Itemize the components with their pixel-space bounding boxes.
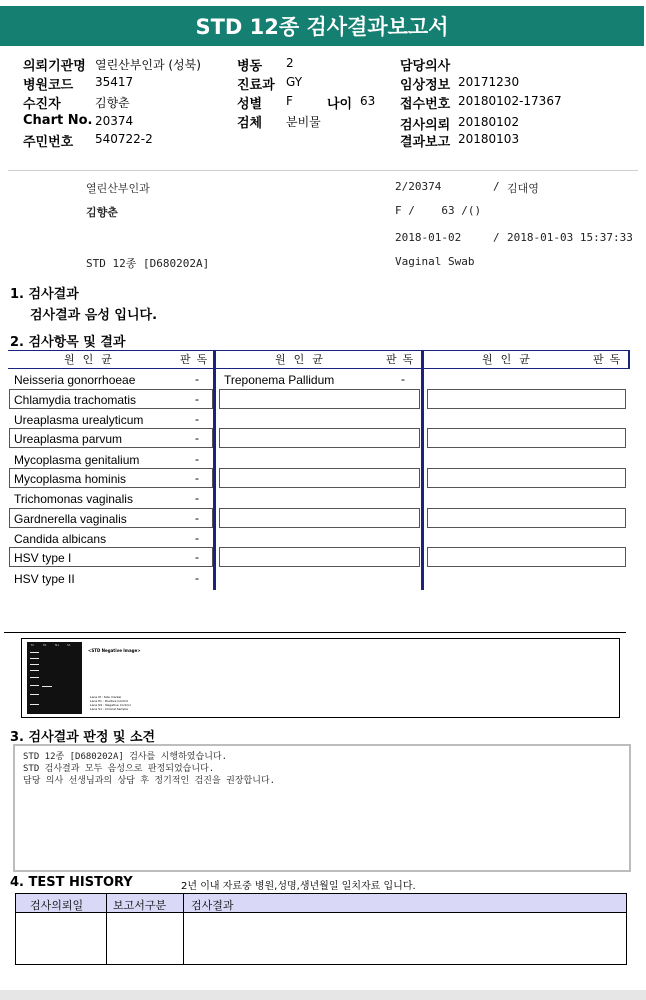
header-label: 임상정보 (400, 78, 451, 93)
organism-name: Treponema Pallidum (224, 373, 335, 387)
organism-result: - (195, 431, 199, 445)
history-header-result: 검사결과 (191, 899, 234, 912)
header-value: 2 (286, 56, 294, 70)
page-bottom-bar (0, 990, 646, 1000)
header-value: 김향춘 (95, 96, 130, 110)
result-row-box (219, 547, 420, 567)
gel-legend (90, 695, 131, 711)
history-table (15, 893, 627, 965)
header-value-age: 63 (360, 94, 376, 108)
header-value: F (286, 94, 293, 108)
header-label-age: 나이 (327, 97, 353, 112)
organism-result: - (195, 550, 199, 564)
organism-result: - (195, 571, 199, 585)
organism-result: - (195, 491, 199, 505)
gel-lane-label: S1 (67, 643, 71, 647)
organism-result: - (195, 511, 199, 525)
result-row-box (427, 389, 626, 409)
col-header-organism: 원인균 (275, 353, 331, 366)
gel-legend-item: Lane N1 : Negative Control (90, 703, 131, 707)
header-label: 검체 (237, 116, 263, 131)
history-header-date: 검사의뢰일 (30, 899, 84, 912)
info-date-reported: 2018-01-03 15:37:33 (507, 231, 633, 244)
history-col-divider (106, 894, 107, 964)
info-sex-age: F / 63 /() (395, 204, 482, 217)
organism-name: HSV type I (14, 551, 72, 565)
result-row-box (219, 428, 420, 448)
gel-image (27, 642, 82, 714)
header-label: 담당의사 (400, 59, 451, 74)
organism-name: Gardnerella vaginalis (14, 512, 127, 526)
gel-divider (4, 632, 626, 633)
header-value: 35417 (95, 75, 134, 89)
header-label: 결과보고 (400, 135, 451, 150)
header-label: 수진자 (23, 97, 61, 112)
header-label: Chart No. (23, 113, 93, 128)
header-divider (8, 170, 638, 171)
col-header-organism: 원인균 (64, 353, 120, 366)
opinion-box (13, 744, 631, 872)
result-row-box (427, 428, 626, 448)
opinion-line: STD 12종 [D680202A] 검사를 시행하였습니다. (23, 752, 228, 762)
result-row-box (427, 468, 626, 488)
section1-title: 1. 검사결과 (10, 287, 79, 302)
organism-result: - (195, 392, 199, 406)
column-divider (628, 350, 630, 368)
info-test-code: STD 12종 [D680202A] (86, 257, 210, 270)
section4-title: 4. TEST HISTORY (10, 875, 133, 890)
header-value: 540722-2 (95, 132, 153, 146)
header-label: 진료과 (237, 78, 275, 93)
header-value: 20171230 (458, 75, 520, 89)
opinion-line: 담당 의사 선생님과의 상담 후 정기적인 검진을 권장합니다. (23, 776, 276, 786)
gel-legend-item: Lane M : Size marker (90, 695, 122, 699)
header-value: 열린산부인과 (성북) (95, 58, 201, 72)
organism-name: Chlamydia trachomatis (14, 393, 137, 407)
col-header-result: 판독 (593, 353, 627, 366)
header-value: 분비물 (286, 115, 321, 129)
gel-bands (27, 642, 82, 714)
organism-name: HSV type II (14, 572, 75, 586)
col-header-result: 판독 (180, 353, 214, 366)
result-row-box (219, 468, 420, 488)
organism-result: - (195, 412, 199, 426)
info-doctor: 김대영 (507, 182, 539, 195)
history-header-row (16, 894, 626, 913)
organism-name: Ureaplasma urealyticum (14, 413, 144, 427)
header-value: 20374 (95, 114, 134, 128)
section2-title: 2. 검사항목 및 결과 (10, 335, 126, 350)
gel-lane-label: M (31, 643, 34, 647)
gel-lane-label: N1 (55, 643, 60, 647)
header-label: 의뢰기관명 (23, 59, 86, 74)
result-row-box (427, 508, 626, 528)
organism-name: Ureaplasma parvum (14, 432, 123, 446)
result-row-box (219, 508, 420, 528)
info-slash: / (493, 231, 500, 244)
organism-result: - (401, 372, 405, 386)
opinion-text (23, 751, 275, 787)
section4-note: 2년 이내 자료중 병원,성명,생년월일 일치자료 입니다. (181, 881, 416, 892)
organism-result: - (195, 471, 199, 485)
gel-caption: <STD Negative Image> (88, 648, 141, 653)
gel-image-frame (21, 638, 620, 718)
header-label: 병원코드 (23, 78, 74, 93)
header-value: GY (286, 75, 303, 89)
result-row-box (427, 547, 626, 567)
header-label: 주민번호 (23, 135, 74, 150)
info-hospital: 열린산부인과 (86, 182, 150, 195)
header-label: 병동 (237, 59, 263, 74)
info-slash: / (493, 180, 500, 193)
header-value: 20180103 (458, 132, 520, 146)
organism-name: Mycoplasma hominis (14, 472, 127, 486)
organism-name: Mycoplasma genitalium (14, 453, 140, 467)
header-value: 20180102 (458, 115, 520, 129)
header-label: 접수번호 (400, 97, 451, 112)
info-specimen: Vaginal Swab (395, 255, 475, 268)
section3-title: 3. 검사결과 판정 및 소견 (10, 730, 156, 745)
organism-name: Neisseria gonorrhoeae (14, 373, 136, 387)
opinion-line: STD 검사결과 모두 음성으로 판정되었습니다. (23, 764, 215, 774)
info-patient: 김향춘 (86, 206, 118, 219)
organism-result: - (195, 452, 199, 466)
gel-lane-label: P1 (43, 643, 47, 647)
info-date-received: 2018-01-02 (395, 231, 462, 244)
result-row-box (219, 389, 420, 409)
organism-name: Candida albicans (14, 532, 107, 546)
col-header-result: 판독 (386, 353, 420, 366)
col-header-organism: 원인균 (482, 353, 538, 366)
column-divider (213, 350, 216, 590)
info-ward-chart: 2/20374 (395, 180, 442, 193)
table-header-line (8, 368, 630, 369)
organism-name: Trichomonas vaginalis (14, 492, 133, 506)
organism-result: - (195, 372, 199, 386)
section1-result: 검사결과 음성 입니다. (30, 308, 158, 323)
history-header-type: 보고서구분 (113, 899, 167, 912)
column-divider (421, 350, 424, 590)
organism-result: - (195, 531, 199, 545)
history-col-divider (183, 894, 184, 964)
header-value: 20180102-17367 (458, 94, 562, 108)
header-label: 검사의뢰 (400, 118, 451, 133)
gel-legend-item: Lane S1 : Clinical Sample (90, 707, 128, 711)
header-label: 성별 (237, 97, 263, 112)
report-title: STD 12종 검사결과보고서 (0, 6, 644, 46)
gel-legend-item: Lane P1 : Positive Control (90, 699, 129, 703)
